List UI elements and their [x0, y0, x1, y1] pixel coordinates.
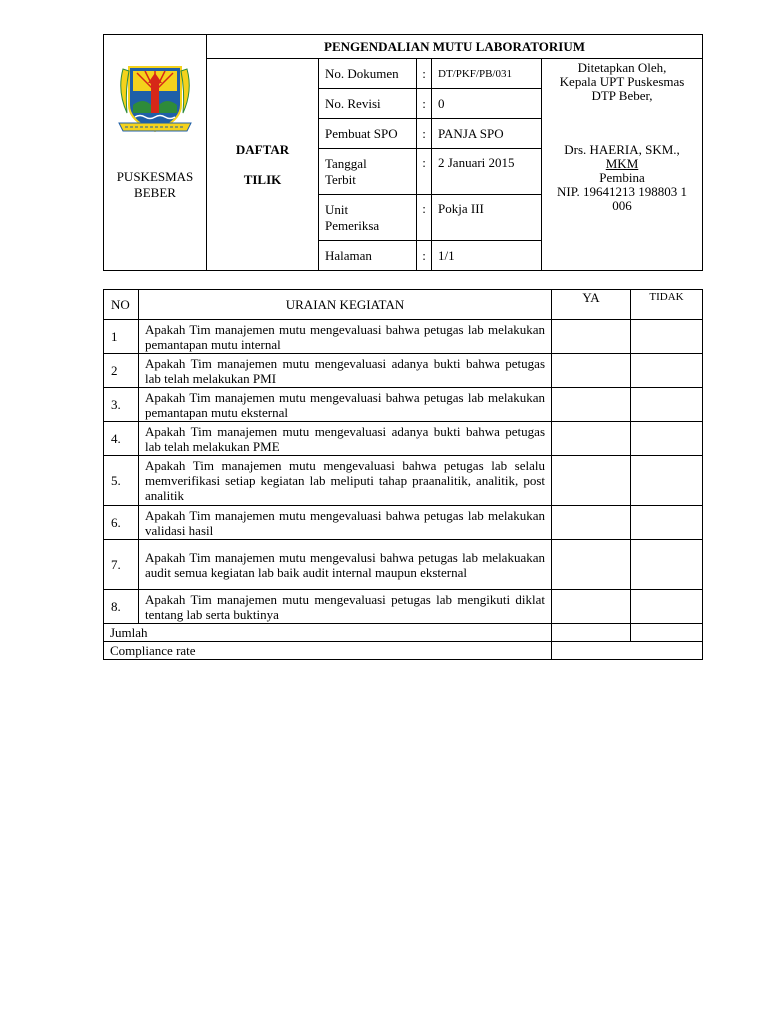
tidak-checkbox-cell[interactable] — [631, 320, 703, 354]
row-question: Apakah Tim manajemen mutu mengevaluasi petugas lab mengikuti diklat tentang lab serta buktinya — [139, 590, 552, 624]
approval-line3: DTP Beber, — [591, 88, 653, 103]
checklist-table — [103, 289, 703, 660]
field-colon: : — [417, 119, 432, 149]
field-colon: : — [417, 89, 432, 119]
table-row — [104, 540, 703, 590]
approval-line2: Kepala UPT Puskesmas — [559, 74, 685, 89]
jumlah-label: Jumlah — [104, 624, 552, 642]
row-question: Apakah Tim manajemen mutu mengevaluasi bahwa petugas lab melakukan pemantapan mutu internal — [139, 320, 552, 354]
table-row — [104, 388, 703, 422]
field-value-pembuat-spo: PANJA SPO — [432, 119, 542, 149]
field-label-no-dokumen: No. Dokumen — [319, 59, 417, 89]
document-type-cell — [207, 59, 319, 271]
approval-line1: Ditetapkan Oleh, — [577, 60, 667, 75]
jumlah-row — [104, 624, 703, 642]
table-row — [104, 422, 703, 456]
row-question: Apakah Tim manajemen mutu mengevaluasi bahwa petugas lab melakukan pemantapan mutu eksternal — [139, 388, 552, 422]
ya-checkbox-cell[interactable] — [552, 456, 631, 506]
field-label-pembuat-spo: Pembuat SPO — [319, 119, 417, 149]
table-row — [104, 354, 703, 388]
tidak-checkbox-cell[interactable] — [631, 422, 703, 456]
row-number: 6. — [104, 506, 139, 540]
field-label-no-revisi: No. Revisi — [319, 89, 417, 119]
approver-name-degree: MKM — [605, 156, 639, 171]
organization-cell — [104, 35, 207, 271]
compliance-rate-row — [104, 642, 703, 660]
ya-checkbox-cell[interactable] — [552, 540, 631, 590]
header-tidak: TIDAK — [631, 290, 703, 320]
ya-checkbox-cell[interactable] — [552, 506, 631, 540]
tidak-checkbox-cell[interactable] — [631, 388, 703, 422]
document-type-line2: TILIK — [243, 171, 282, 187]
puskesmas-logo — [115, 61, 195, 139]
tidak-checkbox-cell[interactable] — [631, 540, 703, 590]
approver-rank: Pembina — [599, 170, 645, 185]
tidak-checkbox-cell[interactable] — [631, 590, 703, 624]
field-value-no-revisi: 0 — [432, 89, 542, 119]
ya-checkbox-cell[interactable] — [552, 320, 631, 354]
field-label-tanggal-terbit: Tanggal Terbit — [319, 149, 417, 195]
field-value-halaman: 1/1 — [432, 241, 542, 271]
tidak-checkbox-cell[interactable] — [631, 456, 703, 506]
document-title: PENGENDALIAN MUTU LABORATORIUM — [207, 35, 703, 59]
organization-name-line1: PUSKESMAS — [116, 169, 194, 184]
header-ya: YA — [552, 290, 631, 320]
document-header-table — [103, 34, 703, 271]
row-question: Apakah Tim manajemen mutu mengevalusi bahwa petugas lab melakuakan audit semua kegiatan lab baik audit internal maupun eksternal — [139, 540, 552, 590]
row-question: Apakah Tim manajemen mutu mengevaluasi bahwa petugas lab selalu memverifikasi setiap kegiatan lab meliputi tahap praanalitik, analitik, post analitik — [139, 456, 552, 506]
ya-checkbox-cell[interactable] — [552, 422, 631, 456]
ya-checkbox-cell[interactable] — [552, 354, 631, 388]
tidak-checkbox-cell[interactable] — [631, 354, 703, 388]
tidak-checkbox-cell[interactable] — [631, 506, 703, 540]
document-type-line1: DAFTAR — [235, 141, 290, 157]
row-number: 8. — [104, 590, 139, 624]
ya-checkbox-cell[interactable] — [552, 590, 631, 624]
jumlah-ya-cell[interactable] — [552, 624, 631, 642]
crest-icon — [115, 61, 195, 139]
row-question: Apakah Tim manajemen mutu mengevaluasi adanya bukti bahwa petugas lab telah melakukan PME — [139, 422, 552, 456]
row-number: 3. — [104, 388, 139, 422]
compliance-rate-value-cell[interactable] — [552, 642, 703, 660]
field-label-unit-pemeriksa: Unit Pemeriksa — [319, 195, 417, 241]
row-question: Apakah Tim manajemen mutu mengevaluasi bahwa petugas lab melakukan validasi hasil — [139, 506, 552, 540]
field-colon: : — [417, 195, 432, 241]
approver-name: Drs. HAERIA, SKM., — [564, 142, 680, 157]
field-value-tanggal-terbit: 2 Januari 2015 — [432, 149, 542, 195]
table-row — [104, 456, 703, 506]
table-row — [104, 590, 703, 624]
field-label-halaman: Halaman — [319, 241, 417, 271]
organization-name-line2: BEBER — [134, 185, 176, 200]
header-uraian-kegiatan: URAIAN KEGIATAN — [139, 290, 552, 320]
row-number: 1 — [104, 320, 139, 354]
approval-block — [542, 59, 703, 271]
field-value-unit-pemeriksa: Pokja III — [432, 195, 542, 241]
jumlah-tidak-cell[interactable] — [631, 624, 703, 642]
compliance-rate-label: Compliance rate — [104, 642, 552, 660]
approver-nip-end: 006 — [612, 198, 632, 213]
field-colon: : — [417, 241, 432, 271]
checklist-header-row — [104, 290, 703, 320]
row-number: 2 — [104, 354, 139, 388]
row-number: 4. — [104, 422, 139, 456]
table-row — [104, 506, 703, 540]
row-number: 7. — [104, 540, 139, 590]
field-value-no-dokumen: DT/PKF/PB/031 — [432, 59, 542, 89]
row-question: Apakah Tim manajemen mutu mengevaluasi adanya bukti bahwa petugas lab telah melakukan PMI — [139, 354, 552, 388]
row-number: 5. — [104, 456, 139, 506]
header-no: NO — [104, 290, 139, 320]
ya-checkbox-cell[interactable] — [552, 388, 631, 422]
table-row — [104, 320, 703, 354]
field-colon: : — [417, 59, 432, 89]
field-colon: : — [417, 149, 432, 195]
approver-nip: NIP. 19641213 198803 1 — [557, 184, 688, 199]
